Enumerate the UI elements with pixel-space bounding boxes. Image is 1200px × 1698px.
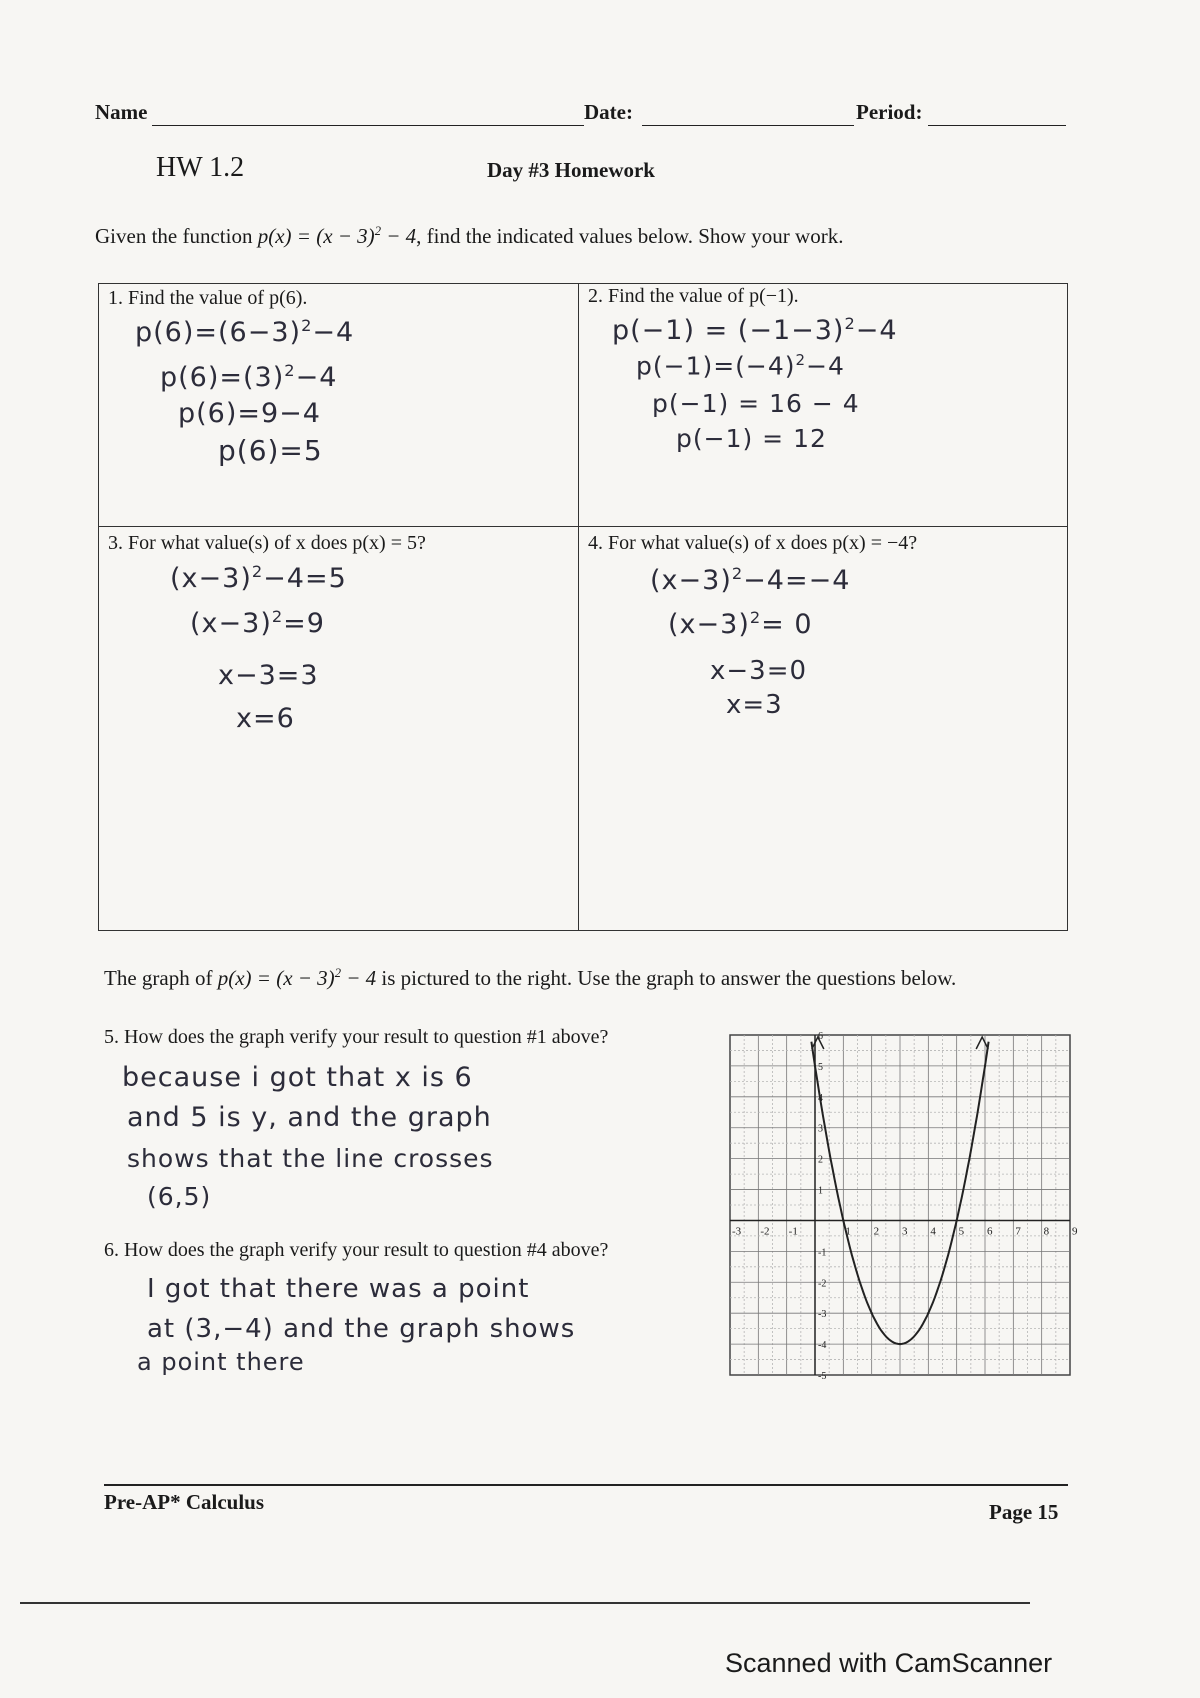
grid-divider-horizontal [98,526,1068,527]
scan-edge-rule [20,1602,1030,1604]
q3-work-1: $(x-3)^2-4=5$ [170,562,347,594]
hw-title: HW 1.2 [156,152,245,183]
date-label: Date: [584,100,633,124]
q3-prompt: 3. For what value(s) of x does p(x) = 5? [108,532,426,554]
page-number: Page 15 [989,1500,1059,1524]
q6-answer-3: a point there [137,1348,305,1376]
x-tick-label: 3 [902,1225,908,1238]
q6-answer-1: I got that there was a point [147,1274,530,1304]
q5-prompt: 5. How does the graph verify your result to question #1 above? [104,1026,609,1048]
x-tick-label: 5 [958,1225,965,1238]
footer-rule [104,1484,1068,1486]
x-tick-label: 2 [873,1225,880,1238]
name-label: Name [95,100,148,124]
curve-point [870,1312,872,1314]
q1-work-3: p(6)=9−4 [178,398,321,429]
period-label: Period: [856,100,923,124]
q5-answer-2: and 5 is y, and the graph [127,1102,492,1133]
day-title: Day #3 Homework [487,158,655,182]
curve-arrow-right [976,1037,988,1049]
q5-answer-4: (6,5) [147,1182,212,1211]
intro-function: p(x) = (x − 3) [257,224,375,248]
name-field[interactable] [152,101,584,126]
q4-work-4: x=3 [726,690,783,720]
x-tick-label: -1 [788,1225,798,1238]
x-tick-label: 7 [1015,1225,1021,1238]
q6-answer-2: at (3,−4) and the graph shows [147,1314,576,1344]
q4-work-2: $(x-3)^2= 0$ [668,608,813,640]
q1-work-1: $p(6)=(6-3)^2-4$ [135,316,355,348]
parabola-graph [725,1030,1078,1382]
y-tick-label: 2 [818,1154,823,1166]
course-label: Pre-AP* Calculus [104,1490,265,1514]
graph-intro-text [104,966,956,991]
q2-work-2: $p(-1)=(-4)^2-4$ [636,351,845,381]
intro-function-exp: 2 [374,224,381,238]
q6-prompt: 6. How does the graph verify your result to question #4 above? [104,1239,609,1261]
x-tick-label: 1 [845,1225,851,1238]
y-tick-label: 1 [818,1185,823,1197]
q3-work-4: x=6 [236,703,295,734]
graph-intro-function-tail: − 4 [340,966,377,990]
x-tick-label: 6 [987,1225,993,1238]
q5-answer-1: because i got that x is 6 [122,1062,473,1093]
q2-work-1: $p(-1) = (-1-3)^2-4$ [612,314,898,346]
q4-prompt: 4. For what value(s) of x does p(x) = −4? [588,532,918,554]
graph-intro-post: is pictured to the right. Use the graph to answer the questions below. [376,966,957,990]
graph-intro-pre: The graph of [104,966,213,990]
camscanner-watermark: Scanned with CamScanner [725,1648,1053,1678]
q1-prompt: 1. Find the value of p(6). [108,287,308,309]
q3-work-3: x−3=3 [218,660,319,691]
q2-prompt: 2. Find the value of p(−1). [588,285,799,307]
date-field[interactable] [642,101,854,126]
curve-point [899,1343,901,1345]
q2-work-3: p(−1) = 16 − 4 [652,389,860,418]
graph-intro-function-exp: 2 [334,966,341,980]
curve-point [955,1219,957,1221]
y-tick-label: -5 [818,1371,827,1382]
x-tick-label: -2 [760,1225,770,1238]
y-tick-label: 4 [818,1092,823,1104]
intro-text [95,224,843,249]
q3-work-2: $(x-3)^2=9$ [190,607,325,639]
y-tick-label: 3 [818,1123,823,1135]
x-tick-label: -3 [732,1225,742,1238]
curve-point [984,1065,986,1067]
intro-post: , find the indicated values below. Show your work. [416,224,844,248]
y-tick-label: -3 [818,1309,827,1321]
q2-work-4: p(−1) = 12 [676,424,827,453]
y-tick-label: -2 [818,1278,827,1290]
y-tick-label: 6 [818,1031,823,1042]
x-tick-label: 9 [1072,1225,1078,1238]
q5-answer-3: shows that the line crosses [127,1144,494,1173]
q1-work-2: $p(6)=(3)^2-4$ [160,361,338,393]
y-tick-label: -4 [818,1340,827,1352]
y-tick-label: 5 [818,1061,823,1073]
intro-pre: Given the function [95,224,253,248]
curve-point [814,1065,816,1067]
q4-work-3: x−3=0 [710,656,808,686]
period-field[interactable] [928,101,1066,126]
curve-point [842,1219,844,1221]
curve-point [927,1312,929,1314]
x-tick-label: 4 [930,1225,936,1238]
graph-intro-function: p(x) = (x − 3) [217,966,335,990]
x-tick-label: 8 [1043,1225,1050,1238]
y-tick-label: -1 [818,1247,827,1259]
intro-function-tail: − 4 [380,224,417,248]
grid-divider-vertical [578,283,579,931]
q4-work-1: $(x-3)^2-4=-4$ [650,564,851,596]
q1-work-4: p(6)=5 [218,434,323,467]
